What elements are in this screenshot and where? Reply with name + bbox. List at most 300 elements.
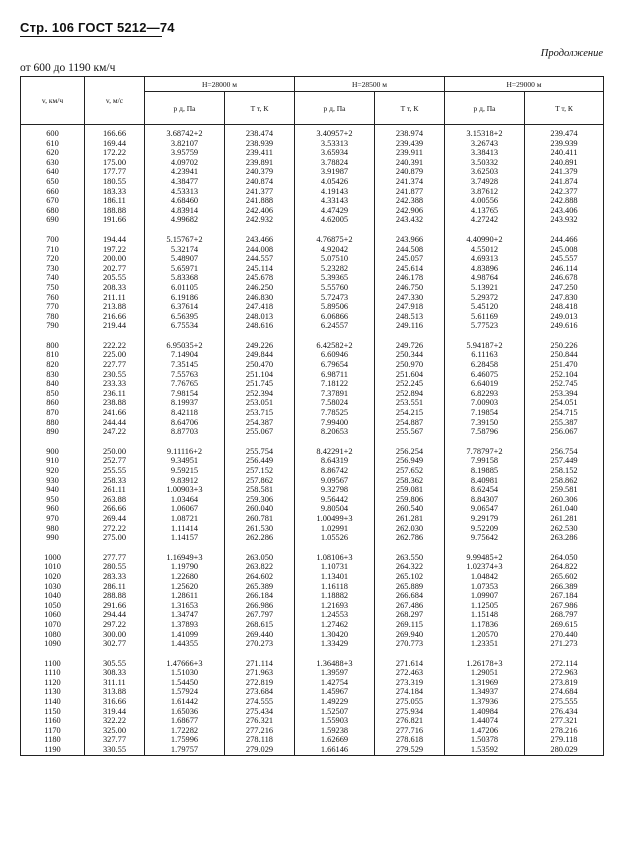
table-row: [21, 716, 604, 726]
table-cell: 248.013: [225, 312, 295, 322]
table-cell: 4.83914: [145, 206, 225, 216]
table-cell: 3.68742+2: [145, 125, 225, 139]
table-cell: 800: [21, 341, 85, 351]
table-cell: 265.102: [375, 572, 445, 582]
table-cell: 1190: [21, 745, 85, 755]
table-cell: 248.418: [525, 302, 604, 312]
table-cell: 239.939: [525, 139, 604, 149]
table-cell: 244.008: [225, 245, 295, 255]
table-cell: 233.33: [85, 379, 145, 389]
table-cell: 1.30420: [295, 630, 375, 640]
gap-cell: [295, 437, 375, 447]
gap-cell: [375, 649, 445, 659]
table-cell: 276.434: [525, 707, 604, 717]
table-cell: 1.28611: [145, 591, 225, 601]
table-cell: 227.77: [85, 360, 145, 370]
table-cell: 294.44: [85, 610, 145, 620]
table-cell: 244.557: [225, 254, 295, 264]
table-cell: 245.057: [375, 254, 445, 264]
table-cell: 269.44: [85, 514, 145, 524]
table-cell: 1.52507: [295, 707, 375, 717]
table-cell: 1.34937: [445, 687, 525, 697]
table-row: [21, 697, 604, 707]
table-cell: 1.20570: [445, 630, 525, 640]
table-cell: 780: [21, 312, 85, 322]
table-cell: 1090: [21, 639, 85, 649]
table-cell: 240.874: [225, 177, 295, 187]
table-cell: 264.050: [525, 553, 604, 563]
table-cell: 1.62669: [295, 735, 375, 745]
table-cell: 6.75534: [145, 321, 225, 331]
table-cell: 4.13765: [445, 206, 525, 216]
table-row: [21, 302, 604, 312]
table-cell: 600: [21, 125, 85, 139]
table-cell: 261.530: [225, 524, 295, 534]
table-cell: 254.215: [375, 408, 445, 418]
table-row: [21, 293, 604, 303]
table-cell: 5.65971: [145, 264, 225, 274]
table-cell: 4.00556: [445, 196, 525, 206]
table-cell: 263.286: [525, 533, 604, 543]
table-cell: 8.84307: [445, 495, 525, 505]
table-cell: 1.22680: [145, 572, 225, 582]
table-cell: 1.02991: [295, 524, 375, 534]
table-cell: 5.77523: [445, 321, 525, 331]
speed-range-label: от 600 до 1190 км/ч: [20, 62, 116, 74]
table-cell: 7.98154: [145, 389, 225, 399]
table-cell: 1.44355: [145, 639, 225, 649]
table-cell: 250.226: [525, 341, 604, 351]
table-cell: 246.114: [525, 264, 604, 274]
table-cell: 330.55: [85, 745, 145, 755]
gap-cell: [85, 649, 145, 659]
table-cell: 7.99400: [295, 418, 375, 428]
table-cell: 7.37891: [295, 389, 375, 399]
table-cell: 260.540: [375, 504, 445, 514]
table-cell: 4.92042: [295, 245, 375, 255]
table-cell: 1130: [21, 687, 85, 697]
table-cell: 6.01105: [145, 283, 225, 293]
table-cell: 264.322: [375, 562, 445, 572]
gap-cell: [445, 437, 525, 447]
table-cell: 280.029: [525, 745, 604, 755]
gap-cell: [145, 543, 225, 553]
table-cell: 1.18882: [295, 591, 375, 601]
table-cell: 166.66: [85, 125, 145, 139]
table-cell: 268.615: [225, 620, 295, 630]
group-header-29000: H=29000 м: [445, 77, 604, 92]
table-cell: 4.76875+2: [295, 235, 375, 245]
table-cell: 970: [21, 514, 85, 524]
gap-cell: [525, 225, 604, 235]
table-cell: 264.602: [225, 572, 295, 582]
table-cell: 7.78797+2: [445, 447, 525, 457]
table-cell: 247.22: [85, 427, 145, 437]
table-cell: 264.822: [525, 562, 604, 572]
table-cell: 860: [21, 398, 85, 408]
table-cell: 186.11: [85, 196, 145, 206]
table-cell: 1.40984: [445, 707, 525, 717]
table-cell: 5.15767+2: [145, 235, 225, 245]
table-cell: 254.051: [525, 398, 604, 408]
table-cell: 960: [21, 504, 85, 514]
table-cell: 256.949: [375, 456, 445, 466]
table-cell: 246.750: [375, 283, 445, 293]
table-cell: 269.615: [525, 620, 604, 630]
table-cell: 257.652: [375, 466, 445, 476]
table-cell: 4.68460: [145, 196, 225, 206]
table-cell: 5.94187+2: [445, 341, 525, 351]
table-body: [21, 125, 604, 756]
table-cell: 263.822: [225, 562, 295, 572]
table-cell: 269.115: [375, 620, 445, 630]
table-row: [21, 707, 604, 717]
table-cell: 690: [21, 215, 85, 225]
table-row: [21, 427, 604, 437]
table-cell: 211.11: [85, 293, 145, 303]
table-cell: 1010: [21, 562, 85, 572]
table-row: [21, 245, 604, 255]
table-cell: 7.58796: [445, 427, 525, 437]
table-cell: 770: [21, 302, 85, 312]
table-cell: 720: [21, 254, 85, 264]
table-cell: 9.06547: [445, 504, 525, 514]
table-cell: 247.330: [375, 293, 445, 303]
table-cell: 7.19854: [445, 408, 525, 418]
table-cell: 240.891: [525, 158, 604, 168]
table-cell: 4.47429: [295, 206, 375, 216]
table-cell: 241.874: [525, 177, 604, 187]
table-cell: 240.411: [525, 148, 604, 158]
continuation-label: Продолжение: [540, 48, 603, 59]
table-cell: 5.83368: [145, 273, 225, 283]
table-cell: 1.68677: [145, 716, 225, 726]
table-cell: 248.616: [225, 321, 295, 331]
table-cell: 254.387: [225, 418, 295, 428]
table-cell: 274.684: [525, 687, 604, 697]
block-gap: [21, 437, 604, 447]
gap-cell: [85, 331, 145, 341]
table-cell: 7.55763: [145, 370, 225, 380]
table-row: [21, 456, 604, 466]
table-cell: 1080: [21, 630, 85, 640]
table-cell: 1.08721: [145, 514, 225, 524]
table-cell: 6.19186: [145, 293, 225, 303]
table-cell: 4.05426: [295, 177, 375, 187]
table-cell: 3.74928: [445, 177, 525, 187]
table-cell: 241.66: [85, 408, 145, 418]
table-cell: 1.61442: [145, 697, 225, 707]
table-cell: 262.286: [225, 533, 295, 543]
table-row: [21, 283, 604, 293]
table-cell: 1.08106+3: [295, 553, 375, 563]
gap-cell: [295, 331, 375, 341]
table-row: [21, 196, 604, 206]
table-cell: 256.449: [225, 456, 295, 466]
sub-header-pressure: p д, Па: [295, 92, 375, 125]
table-row: [21, 591, 604, 601]
table-cell: 6.37614: [145, 302, 225, 312]
table-cell: 252.394: [225, 389, 295, 399]
gap-cell: [145, 331, 225, 341]
table-cell: 8.62454: [445, 485, 525, 495]
gap-cell: [21, 331, 85, 341]
table-cell: 1140: [21, 697, 85, 707]
table-cell: 243.932: [525, 215, 604, 225]
table-cell: 275.434: [225, 707, 295, 717]
table-cell: 790: [21, 321, 85, 331]
table-cell: 1170: [21, 726, 85, 736]
table-cell: 249.844: [225, 350, 295, 360]
table-cell: 6.28458: [445, 360, 525, 370]
table-cell: 258.152: [525, 466, 604, 476]
table-cell: 255.387: [525, 418, 604, 428]
table-cell: 279.118: [525, 735, 604, 745]
gap-cell: [375, 543, 445, 553]
table-cell: 1050: [21, 601, 85, 611]
table-cell: 980: [21, 524, 85, 534]
table-cell: 1.16118: [295, 582, 375, 592]
table-cell: 252.894: [375, 389, 445, 399]
table-cell: 183.33: [85, 187, 145, 197]
table-cell: 255.067: [225, 427, 295, 437]
table-cell: 275.00: [85, 533, 145, 543]
table-cell: 242.906: [375, 206, 445, 216]
table-row: [21, 687, 604, 697]
table-cell: 256.254: [375, 447, 445, 457]
table-cell: 1.42754: [295, 678, 375, 688]
table-cell: 9.59215: [145, 466, 225, 476]
table-cell: 243.406: [525, 206, 604, 216]
table-cell: 243.966: [375, 235, 445, 245]
table-cell: 1070: [21, 620, 85, 630]
table-cell: 6.64019: [445, 379, 525, 389]
table-cell: 194.44: [85, 235, 145, 245]
table-cell: 4.27242: [445, 215, 525, 225]
table-cell: 308.33: [85, 668, 145, 678]
table-cell: 239.439: [375, 139, 445, 149]
table-cell: 271.614: [375, 659, 445, 669]
table-cell: 1.41099: [145, 630, 225, 640]
gap-cell: [145, 649, 225, 659]
table-cell: 297.22: [85, 620, 145, 630]
sub-header-pressure: p д, Па: [445, 92, 525, 125]
table-cell: 1110: [21, 668, 85, 678]
table-cell: 245.008: [525, 245, 604, 255]
table-cell: 1.03464: [145, 495, 225, 505]
table-cell: 1.04842: [445, 572, 525, 582]
table-cell: 241.877: [375, 187, 445, 197]
table-cell: 254.887: [375, 418, 445, 428]
table-cell: 266.66: [85, 504, 145, 514]
table-cell: 263.88: [85, 495, 145, 505]
table-cell: 4.23941: [145, 167, 225, 177]
table-cell: 1.26178+3: [445, 659, 525, 669]
table-cell: 1020: [21, 572, 85, 582]
table-cell: 6.82293: [445, 389, 525, 399]
table-cell: 1.10731: [295, 562, 375, 572]
table-cell: 4.53313: [145, 187, 225, 197]
table-cell: 267.797: [225, 610, 295, 620]
table-cell: 620: [21, 148, 85, 158]
table-cell: 242.932: [225, 215, 295, 225]
table-cell: 6.98711: [295, 370, 375, 380]
table-cell: 250.00: [85, 447, 145, 457]
table-cell: 9.75642: [445, 533, 525, 543]
table-row: [21, 350, 604, 360]
table-cell: 3.15318+2: [445, 125, 525, 139]
table-cell: 255.55: [85, 466, 145, 476]
table-cell: 258.581: [225, 485, 295, 495]
table-cell: 3.95759: [145, 148, 225, 158]
table-cell: 9.52209: [445, 524, 525, 534]
table-cell: 251.104: [225, 370, 295, 380]
table-cell: 1.06067: [145, 504, 225, 514]
table-cell: 242.888: [525, 196, 604, 206]
table-cell: 258.33: [85, 476, 145, 486]
table-cell: 249.616: [525, 321, 604, 331]
table-cell: 274.184: [375, 687, 445, 697]
table-cell: 3.38413: [445, 148, 525, 158]
table-cell: 1.23351: [445, 639, 525, 649]
gap-cell: [225, 331, 295, 341]
table-cell: 710: [21, 245, 85, 255]
table-cell: 266.986: [225, 601, 295, 611]
table-cell: 238.974: [375, 125, 445, 139]
table-cell: 251.745: [225, 379, 295, 389]
table-cell: 247.918: [375, 302, 445, 312]
table-cell: 252.104: [525, 370, 604, 380]
table-row: [21, 485, 604, 495]
table-cell: 247.830: [525, 293, 604, 303]
table-cell: 3.62503: [445, 167, 525, 177]
table-cell: 870: [21, 408, 85, 418]
table-cell: 241.377: [225, 187, 295, 197]
table-cell: 4.98764: [445, 273, 525, 283]
table-cell: 1.55903: [295, 716, 375, 726]
table-cell: 1.13401: [295, 572, 375, 582]
group-header-28500: H=28500 м: [295, 77, 445, 92]
table-cell: 325.00: [85, 726, 145, 736]
table-cell: 280.55: [85, 562, 145, 572]
table-cell: 930: [21, 476, 85, 486]
table-cell: 288.88: [85, 591, 145, 601]
gap-cell: [375, 331, 445, 341]
table-cell: 257.862: [225, 476, 295, 486]
gap-cell: [21, 437, 85, 447]
table-cell: 9.99485+2: [445, 553, 525, 563]
table-row: [21, 321, 604, 331]
table-cell: 6.46075: [445, 370, 525, 380]
table-cell: 1.59238: [295, 726, 375, 736]
table-cell: 8.64706: [145, 418, 225, 428]
gap-cell: [525, 331, 604, 341]
table-cell: 810: [21, 350, 85, 360]
table-cell: 273.319: [375, 678, 445, 688]
table-cell: 1120: [21, 678, 85, 688]
table-cell: 169.44: [85, 139, 145, 149]
table-cell: 271.273: [525, 639, 604, 649]
table-cell: 252.77: [85, 456, 145, 466]
table-cell: 205.55: [85, 273, 145, 283]
table-row: [21, 639, 604, 649]
table-cell: 188.88: [85, 206, 145, 216]
table-cell: 1.57924: [145, 687, 225, 697]
table-cell: 238.474: [225, 125, 295, 139]
table-row: [21, 398, 604, 408]
table-row: [21, 601, 604, 611]
table-row: [21, 379, 604, 389]
gap-cell: [295, 225, 375, 235]
table-cell: 213.88: [85, 302, 145, 312]
table-cell: 240.879: [375, 167, 445, 177]
table-row: [21, 408, 604, 418]
table-cell: 250.344: [375, 350, 445, 360]
table-row: [21, 620, 604, 630]
table-cell: 1.00903+3: [145, 485, 225, 495]
table-cell: 7.35145: [145, 360, 225, 370]
table-cell: 240.391: [375, 158, 445, 168]
gap-cell: [85, 543, 145, 553]
table-cell: 1.34747: [145, 610, 225, 620]
gap-cell: [525, 437, 604, 447]
table-cell: 261.281: [525, 514, 604, 524]
table-cell: 180.55: [85, 177, 145, 187]
table-row: [21, 659, 604, 669]
table-cell: 266.184: [225, 591, 295, 601]
table-cell: 9.56442: [295, 495, 375, 505]
table-cell: 272.114: [525, 659, 604, 669]
table-cell: 8.40981: [445, 476, 525, 486]
table-cell: 1.50378: [445, 735, 525, 745]
gap-cell: [445, 225, 525, 235]
table-cell: 4.09702: [145, 158, 225, 168]
table-cell: 302.77: [85, 639, 145, 649]
table-cell: 8.42291+2: [295, 447, 375, 457]
table-row: [21, 158, 604, 168]
table-cell: 5.89506: [295, 302, 375, 312]
table-cell: 277.216: [225, 726, 295, 736]
table-cell: 277.321: [525, 716, 604, 726]
table-cell: 5.07510: [295, 254, 375, 264]
table-cell: 250.844: [525, 350, 604, 360]
table-cell: 305.55: [85, 659, 145, 669]
table-cell: 1.36488+3: [295, 659, 375, 669]
table-cell: 6.60946: [295, 350, 375, 360]
table-cell: 660: [21, 187, 85, 197]
table-cell: 274.555: [225, 697, 295, 707]
table-cell: 262.530: [525, 524, 604, 534]
table-cell: 262.030: [375, 524, 445, 534]
table-cell: 267.486: [375, 601, 445, 611]
table-cell: 7.76765: [145, 379, 225, 389]
table-cell: 222.22: [85, 341, 145, 351]
table-cell: 950: [21, 495, 85, 505]
gap-cell: [295, 649, 375, 659]
table-cell: 202.77: [85, 264, 145, 274]
table-row: [21, 254, 604, 264]
table-cell: 278.118: [225, 735, 295, 745]
table-cell: 246.250: [225, 283, 295, 293]
table-row: [21, 524, 604, 534]
table-cell: 6.24557: [295, 321, 375, 331]
table-cell: 4.40990+2: [445, 235, 525, 245]
table-cell: 7.39150: [445, 418, 525, 428]
block-gap: [21, 649, 604, 659]
table-cell: 275.934: [375, 707, 445, 717]
table-cell: 239.891: [225, 158, 295, 168]
table-cell: 258.862: [525, 476, 604, 486]
